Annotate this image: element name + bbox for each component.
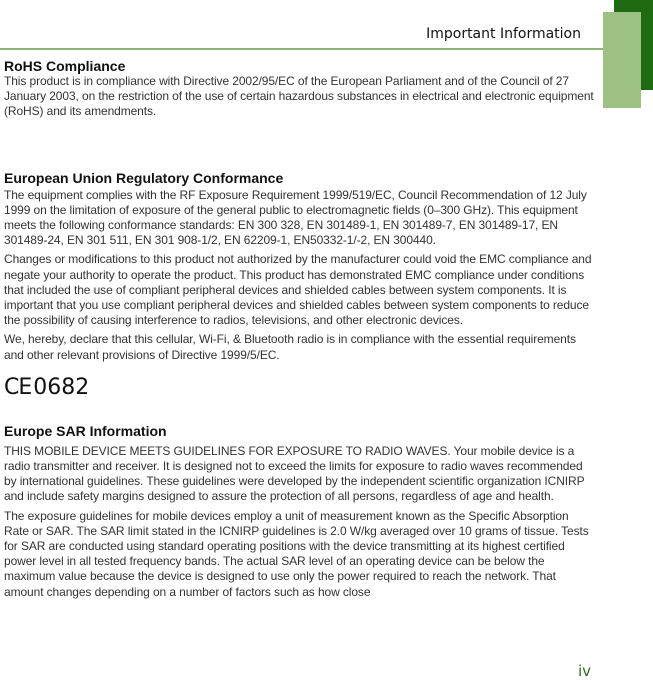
eu-conformance-heading: European Union Regulatory Conformance (4, 169, 284, 186)
ce-mark-logo (4, 373, 594, 403)
page-header-title: Important Information (426, 26, 581, 42)
ce-notified-body-number: 0682 (33, 375, 90, 401)
eu-declaration-paragraph: We, hereby, declare that this cellular, Wi-Fi, & Bluetooth radio is in compliance with the essential requirements and other relevant provisions of Directive 1999/5/EC. (4, 332, 576, 362)
header-divider (0, 48, 603, 50)
eu-conformance-section (4, 170, 594, 403)
eu-emc-paragraph: Changes or modifications to this product not authorized by the manufacturer could void the EMC compliance and negate your authority to operate the product. This product has demonstrated EMC compliance under conditions that included the use of compliant peripheral devices and shielded cables between system components. It is important that you use compliant peripheral devices and shielded cables between system components to reduce the possibility of causing interference to radios, televisions, and other electronic devices. (4, 252, 592, 328)
rohs-section (4, 58, 594, 120)
eu-standards-paragraph: The equipment complies with the RF Exposure Requirement 1999/519/EC, Council Recommendation of 12 July 1999 on the limitation of exposure of the general public to electromagnetic fields (0–300 GHz). This equipment meets the following conformance standards: EN 300 328, EN 301489-1, EN 301489-7, EN 301489-17, EN 301489-24, EN 301 511, EN 301 908-1/2, EN 62209-1, EN50332-1/-2, EN 300440. (4, 187, 587, 248)
sar-section (4, 423, 594, 600)
chapter-tab-light (603, 12, 641, 108)
document-body (4, 58, 594, 600)
sar-guidelines-paragraph: THIS MOBILE DEVICE MEETS GUIDELINES FOR EXPOSURE TO RADIO WAVES. Your mobile device is a radio transmitter and receiver. It is designed not to exceed the limits for exposure to radio waves recommended by international guidelines. These guidelines were developed by the independent scientific organization ICNIRP and include safety margins designed to assure the protection of all persons, regardless of age and health. (4, 443, 585, 504)
ce-mark-symbol: CE (4, 375, 32, 401)
page-number: iv (578, 662, 592, 680)
sar-heading: Europe SAR Information (4, 422, 167, 439)
rohs-paragraph: This product is in compliance with Directive 2002/95/EC of the European Parliament and of the Council of 27 January 2003, on the restriction of the use of certain hazardous substances in electrical and electronic equipment (RoHS) and its amendments. (4, 74, 594, 119)
rohs-heading: RoHS Compliance (4, 58, 126, 74)
sar-measurement-paragraph: The exposure guidelines for mobile devices employ a unit of measurement known as the Specific Absorption Rate or SAR. The SAR limit stated in the ICNIRP guidelines is 2.0 W/kg averaged over 10 grams of tissue. Tests for SAR are conducted using standard operating positions with the device transmitting at its highest certified power level in all tested frequency bands. The actual SAR level of an operating device can be below the maximum value because the device is designed to use only the power required to reach the network. That amount changes depending on a number of factors such as how close (4, 508, 589, 599)
